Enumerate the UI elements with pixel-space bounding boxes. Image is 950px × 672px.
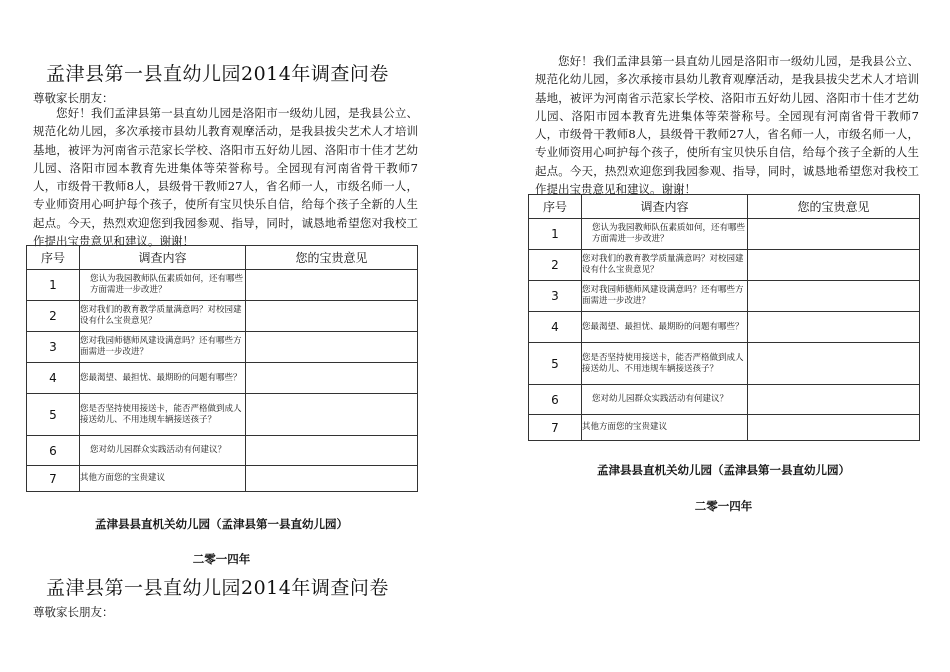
- survey-table: [26, 245, 418, 492]
- salutation: 尊敬家长朋友：: [33, 91, 114, 105]
- answer-cell[interactable]: [246, 301, 418, 332]
- survey-question: 您认为我园教师队伍素质如何，还有哪些方面需进一步改进？: [80, 270, 246, 301]
- answer-cell[interactable]: [748, 250, 920, 281]
- survey-question: 您对我们的教育教学质量满意吗？对校园建设有什么宝贵意见？: [80, 301, 246, 332]
- answer-cell[interactable]: [748, 385, 920, 415]
- row-number: 4: [529, 312, 582, 343]
- survey-question: 其他方面您的宝贵建议: [582, 415, 748, 441]
- header-content: 调查内容: [582, 195, 748, 219]
- answer-cell[interactable]: [246, 332, 418, 363]
- answer-cell[interactable]: [246, 270, 418, 301]
- footer-year: 二零一四年: [192, 552, 251, 566]
- answer-cell[interactable]: [748, 281, 920, 312]
- answer-cell[interactable]: [748, 312, 920, 343]
- page-title: 孟津县第一县直幼儿园2014年调查问卷: [46, 577, 389, 599]
- survey-question: 您对我园师德师风建设满意吗？还有哪些方面需进一步改进？: [582, 281, 748, 312]
- intro-paragraph: 您好！我们孟津县第一县直幼儿园是洛阳市一级幼儿园，是我县公立、规范化幼儿园，多次承接市县幼儿教育观摩活动，是我县拔尖艺术人才培训基地，被评为河南省示范家长学校、洛阳市五好幼儿园、洛阳市十佳才艺幼儿园、洛阳市园本教育先进集体等荣誉称号。全园现有河南省骨干教师7人，市级骨干教师8人，县级骨干教师27人，省名师一人，市级名师一人，专业师资用心呵护每个孩子，使所有宝贝快乐自信，给每个孩子全新的人生起点。今天，热烈欢迎您到我园参观、指导，同时，诚恳地希望您对我校工作提出宝贵意见和建议。谢谢！: [535, 54, 919, 197]
- answer-cell[interactable]: [246, 436, 418, 466]
- row-number: 5: [27, 394, 80, 436]
- row-number: 5: [529, 343, 582, 385]
- salutation: 尊敬家长朋友：: [33, 605, 114, 619]
- header-no: 序号: [529, 195, 582, 219]
- header-content: 调查内容: [80, 246, 246, 270]
- header-opinion: 您的宝贵意见: [748, 195, 920, 219]
- row-number: 1: [529, 219, 582, 250]
- survey-question: 您对我们的教育教学质量满意吗？对校园建设有什么宝贵意见？: [582, 250, 748, 281]
- row-number: 2: [27, 301, 80, 332]
- survey-question: 您是否坚持使用接送卡，能否严格做到成人接送幼儿、不用违规车辆接送孩子？: [80, 394, 246, 436]
- row-number: 6: [27, 436, 80, 466]
- row-number: 4: [27, 363, 80, 394]
- intro-paragraph: 您好！我们孟津县第一县直幼儿园是洛阳市一级幼儿园，是我县公立、规范化幼儿园，多次承接市县幼儿教育观摩活动，是我县拔尖艺术人才培训基地，被评为河南省示范家长学校、洛阳市五好幼儿园、洛阳市十佳才艺幼儿园、洛阳市园本教育先进集体等荣誉称号。全园现有河南省骨干教师7人，市级骨干教师8人，县级骨干教师27人，省名师一人，市级名师一人，专业师资用心呵护每个孩子，使所有宝贝快乐自信，给每个孩子全新的人生起点。今天，热烈欢迎您到我园参观、指导，同时，诚恳地希望您对我校工作提出宝贵意见和建议。谢谢！: [33, 106, 418, 249]
- header-no: 序号: [27, 246, 80, 270]
- answer-cell[interactable]: [748, 415, 920, 441]
- answer-cell[interactable]: [748, 219, 920, 250]
- survey-question: 您对幼儿园群众实践活动有何建议？: [582, 385, 748, 415]
- survey-question: 其他方面您的宝贵建议: [80, 466, 246, 492]
- row-number: 7: [27, 466, 80, 492]
- row-number: 2: [529, 250, 582, 281]
- survey-table: [528, 194, 920, 441]
- survey-question: 您最渴望、最担忧、最期盼的问题有哪些？: [80, 363, 246, 394]
- footer-org: 孟津县县直机关幼儿园（孟津县第一县直幼儿园）: [597, 463, 850, 477]
- header-opinion: 您的宝贵意见: [246, 246, 418, 270]
- answer-cell[interactable]: [246, 394, 418, 436]
- page-title: 孟津县第一县直幼儿园2014年调查问卷: [46, 63, 389, 85]
- row-number: 7: [529, 415, 582, 441]
- survey-question: 您对我园师德师风建设满意吗？还有哪些方面需进一步改进？: [80, 332, 246, 363]
- survey-question: 您认为我园教师队伍素质如何，还有哪些方面需进一步改进？: [582, 219, 748, 250]
- row-number: 6: [529, 385, 582, 415]
- row-number: 3: [27, 332, 80, 363]
- row-number: 1: [27, 270, 80, 301]
- answer-cell[interactable]: [748, 343, 920, 385]
- row-number: 3: [529, 281, 582, 312]
- survey-question: 您是否坚持使用接送卡，能否严格做到成人接送幼儿、不用违规车辆接送孩子？: [582, 343, 748, 385]
- footer-year: 二零一四年: [694, 499, 753, 513]
- survey-question: 您最渴望、最担忧、最期盼的问题有哪些？: [582, 312, 748, 343]
- footer-org: 孟津县县直机关幼儿园（孟津县第一县直幼儿园）: [95, 517, 348, 531]
- survey-question: 您对幼儿园群众实践活动有何建议？: [80, 436, 246, 466]
- answer-cell[interactable]: [246, 363, 418, 394]
- answer-cell[interactable]: [246, 466, 418, 492]
